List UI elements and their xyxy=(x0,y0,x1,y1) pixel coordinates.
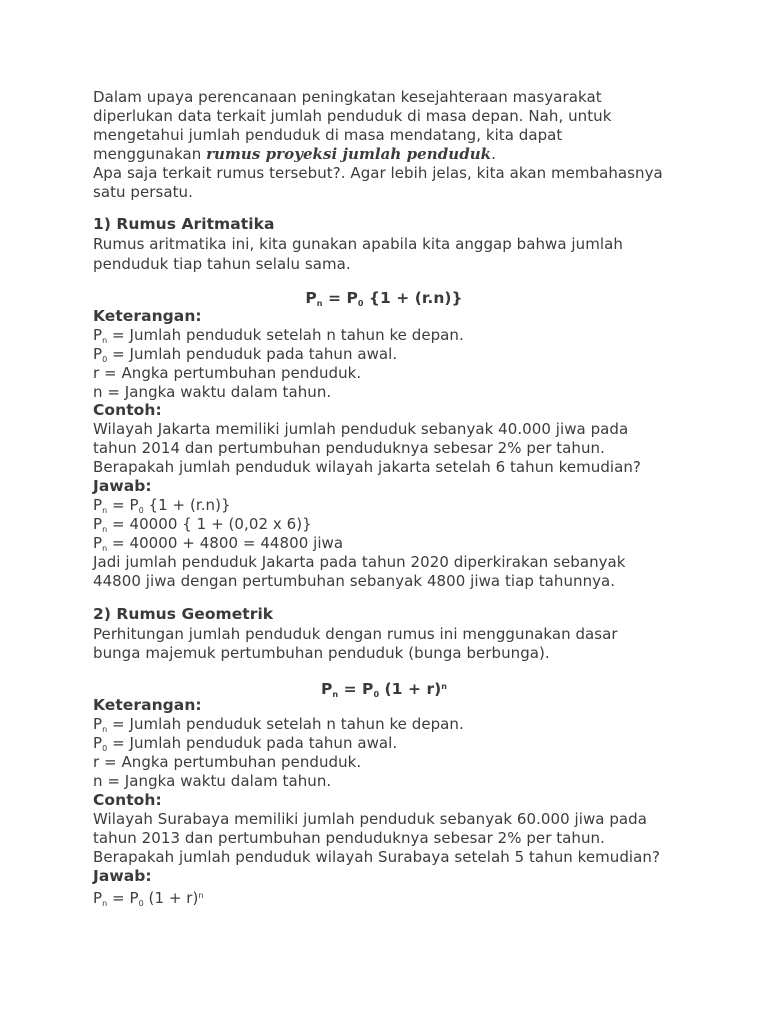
aritmatika-desc-2: penduduk tiap tahun selalu sama. xyxy=(93,255,351,273)
aritmatika-jawab-label: Jawab: xyxy=(93,477,152,495)
jawab-rest: (1 + r) xyxy=(143,889,199,907)
heading-geometrik: 2) Rumus Geometrik xyxy=(93,605,274,623)
jawab-p: P xyxy=(93,889,103,907)
jawab-sub-n: n xyxy=(102,525,108,534)
formula-sup-n: n xyxy=(441,682,448,691)
ket-p: P xyxy=(93,345,103,363)
aritmatika-ket-4: n = Jangka waktu dalam tahun. xyxy=(93,383,332,401)
geometrik-desc-1: Perhitungan jumlah penduduk dengan rumus ini menggunakan dasar xyxy=(93,625,618,643)
formula-p: P xyxy=(305,289,317,307)
aritmatika-desc-1: Rumus aritmatika ini, kita gunakan apabila kita anggap bahwa jumlah xyxy=(93,235,623,253)
jawab-sub-0: 0 xyxy=(138,506,144,515)
geometrik-ket-3: r = Angka pertumbuhan penduduk. xyxy=(93,753,362,771)
intro-line-2: diperlukan data terkait jumlah penduduk di masa depan. Nah, untuk xyxy=(93,107,612,125)
aritmatika-contoh-2: tahun 2014 dan pertumbuhan penduduknya sebesar 2% per tahun. xyxy=(93,439,605,457)
aritmatika-jadi-2: 44800 jiwa dengan pertumbuhan sebanyak 4800 jiwa tiap tahunnya. xyxy=(93,572,616,590)
ket-sub: 0 xyxy=(102,355,108,364)
formula-sub-0: 0 xyxy=(357,299,364,308)
jawab-p: P xyxy=(93,515,103,533)
heading-aritmatika: 1) Rumus Aritmatika xyxy=(93,215,275,233)
intro-line-4 xyxy=(93,145,496,164)
ket-sub: n xyxy=(102,725,108,734)
jawab-rest: = 40000 + 4800 = 44800 jiwa xyxy=(107,534,344,552)
intro-line-1: Dalam upaya perencanaan peningkatan kesejahteraan masyarakat xyxy=(93,88,602,106)
geometrik-contoh-1: Wilayah Surabaya memiliki jumlah penduduk sebanyak 60.000 jiwa pada xyxy=(93,810,647,828)
aritmatika-jadi-1: Jadi jumlah penduduk Jakarta pada tahun 2020 diperkirakan sebanyak xyxy=(93,553,626,571)
geometrik-jawab-label: Jawab: xyxy=(93,867,152,885)
geometrik-ket-4: n = Jangka waktu dalam tahun. xyxy=(93,772,332,790)
jawab-sub-n: n xyxy=(102,506,108,515)
formula-sub-0: 0 xyxy=(373,690,380,699)
formula-rest: (1 + r) xyxy=(379,680,442,698)
ket-sub: n xyxy=(102,336,108,345)
jawab-rest: {1 + (r.n)} xyxy=(143,496,231,514)
jawab-rest: = 40000 { 1 + (0,02 x 6)} xyxy=(107,515,312,533)
formula-sub-n: n xyxy=(332,690,339,699)
geometrik-contoh-label: Contoh: xyxy=(93,791,162,809)
jawab-p: P xyxy=(93,534,103,552)
intro-line-4-prefix: menggunakan xyxy=(93,145,207,163)
ket-sub: 0 xyxy=(102,744,108,753)
geometrik-contoh-2: tahun 2013 dan pertumbuhan penduduknya sebesar 2% per tahun. xyxy=(93,829,605,847)
jawab-eq: = P xyxy=(107,496,139,514)
ket-p: P xyxy=(93,715,103,733)
jawab-sub-0: 0 xyxy=(138,899,144,908)
aritmatika-contoh-1: Wilayah Jakarta memiliki jumlah penduduk sebanyak 40.000 jiwa pada xyxy=(93,420,629,438)
jawab-sup-n: n xyxy=(198,891,204,900)
aritmatika-ket-3: r = Angka pertumbuhan penduduk. xyxy=(93,364,362,382)
aritmatika-keterangan-label: Keterangan: xyxy=(93,307,202,325)
ket-text: = Jumlah penduduk setelah n tahun ke depan. xyxy=(107,715,464,733)
intro-line-6: satu persatu. xyxy=(93,183,193,201)
geometrik-jawab-1 xyxy=(93,886,204,913)
geometrik-keterangan-label: Keterangan: xyxy=(93,696,202,714)
ket-text: = Jumlah penduduk setelah n tahun ke depan. xyxy=(107,326,464,344)
ket-text: = Jumlah penduduk pada tahun awal. xyxy=(107,345,398,363)
ket-text: = Jumlah penduduk pada tahun awal. xyxy=(107,734,398,752)
formula-p: P xyxy=(320,680,333,698)
formula-rest: {1 + (r.n)} xyxy=(363,289,463,307)
formula-sub-n: n xyxy=(316,299,323,308)
intro-emphasis: rumus proyeksi jumlah penduduk xyxy=(206,145,492,163)
jawab-eq: = P xyxy=(107,889,139,907)
intro-line-4-suffix: . xyxy=(491,145,496,163)
geometrik-desc-2: bunga majemuk pertumbuhan penduduk (bunga berbunga). xyxy=(93,644,550,662)
intro-line-5: Apa saja terkait rumus tersebut?. Agar lebih jelas, kita akan membahasnya xyxy=(93,164,663,182)
jawab-sub-n: n xyxy=(102,544,108,553)
intro-line-3: mengetahui jumlah penduduk di masa mendatang, kita dapat xyxy=(93,126,563,144)
jawab-sub-n: n xyxy=(102,899,108,908)
ket-p: P xyxy=(93,326,103,344)
jawab-p: P xyxy=(93,496,103,514)
ket-p: P xyxy=(93,734,103,752)
aritmatika-contoh-3: Berapakah jumlah penduduk wilayah jakarta setelah 6 tahun kemudian? xyxy=(93,458,641,476)
geometrik-contoh-3: Berapakah jumlah penduduk wilayah Surabaya setelah 5 tahun kemudian? xyxy=(93,848,660,866)
formula-eq: = P xyxy=(338,680,374,698)
formula-eq: = P xyxy=(322,289,358,307)
aritmatika-contoh-label: Contoh: xyxy=(93,401,162,419)
